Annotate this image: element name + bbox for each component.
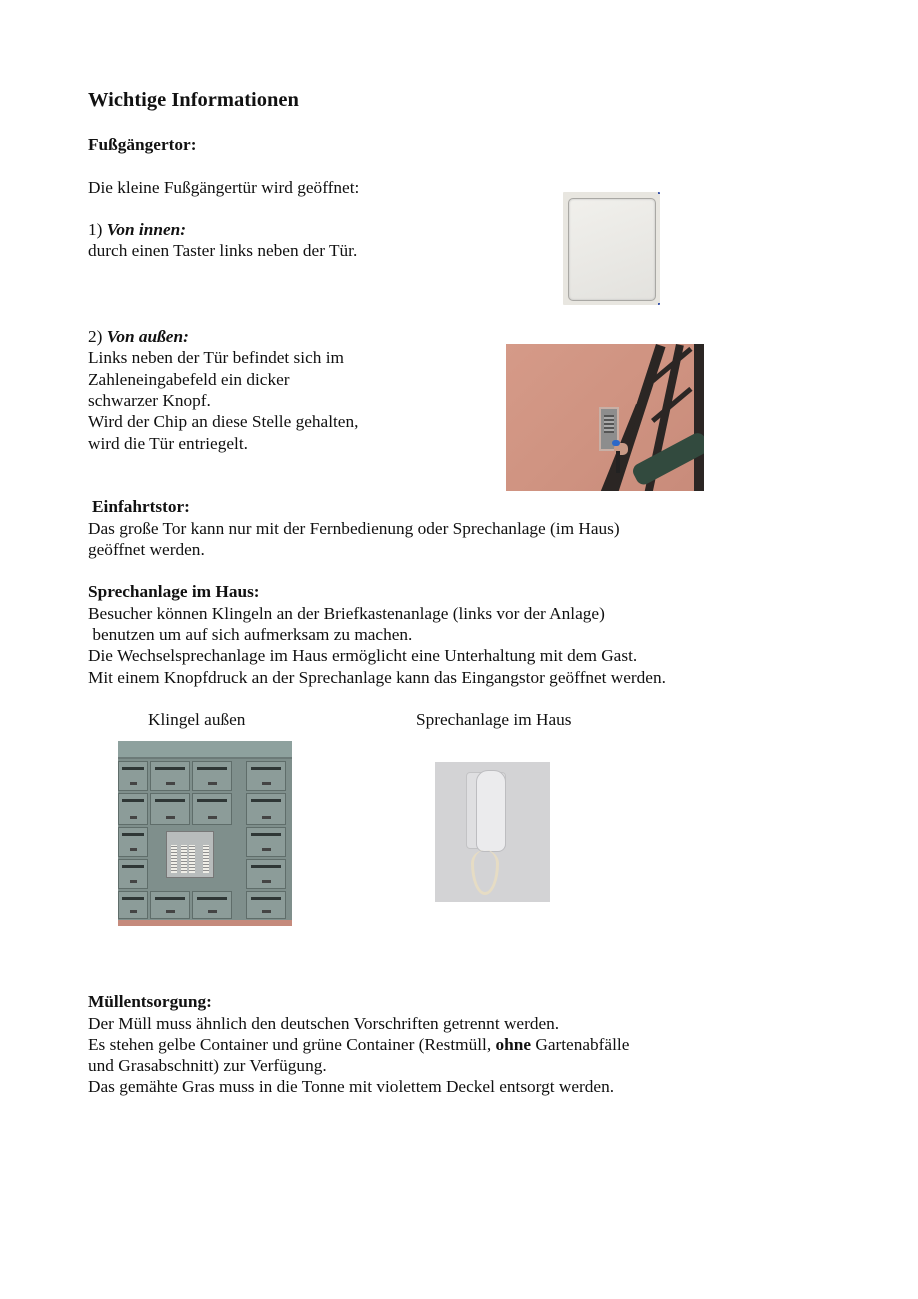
inside-line xyxy=(88,219,186,241)
intercom-handset-photo xyxy=(435,762,550,902)
intercom-text: Die Wechselsprechanlage im Haus ermöglicht eine Unterhaltung mit dem Gast. xyxy=(88,646,638,665)
switch-plate xyxy=(568,198,656,301)
waste-text: und Grasabschnitt) zur Verfügung. xyxy=(88,1056,327,1075)
pedestrian-gate-intro: Die kleine Fußgängertür wird geöffnet: xyxy=(88,178,360,197)
outside-line xyxy=(88,326,189,348)
driveway-gate-text: Das große Tor kann nur mit der Fernbedienung oder Sprechanlage (im Haus) xyxy=(88,519,620,538)
intercom-text: Besucher können Klingeln an der Briefkastenanlage (links vor der Anlage) xyxy=(88,604,605,623)
caption-intercom-inside: Sprechanlage im Haus xyxy=(416,710,572,729)
outside-label: Von außen: xyxy=(106,327,189,346)
outside-text-line: schwarzer Knopf. xyxy=(88,391,211,410)
section-heading-intercom: Sprechanlage im Haus: xyxy=(88,582,260,601)
waste-text: Der Müll muss ähnlich den deutschen Vorschriften getrennt werden. xyxy=(88,1014,560,1033)
caption-bell-outside: Klingel außen xyxy=(148,710,246,729)
mailbox-photo xyxy=(118,741,292,926)
waste-text-part: Gartenabfälle xyxy=(531,1035,630,1054)
section-heading-driveway-gate: Einfahrtstor: xyxy=(92,497,190,516)
bell-panel xyxy=(166,831,214,878)
wall-switch-photo xyxy=(563,192,660,305)
waste-text-part: Es stehen gelbe Container und grüne Container (Restmüll, xyxy=(88,1035,496,1054)
waste-text xyxy=(88,1034,629,1056)
intercom-text: Mit einem Knopfdruck an der Sprechanlage kann das Eingangstor geöffnet werden. xyxy=(88,668,666,687)
outside-text-line: Links neben der Tür befindet sich im xyxy=(88,348,344,367)
inside-number: 1) xyxy=(88,220,103,239)
inside-text: durch einen Taster links neben der Tür. xyxy=(88,241,358,260)
driveway-gate-text: geöffnet werden. xyxy=(88,540,205,559)
section-heading-pedestrian-gate: Fußgängertor: xyxy=(88,135,197,154)
outside-text-line: Zahleneingabefeld ein dicker xyxy=(88,370,290,389)
page-title: Wichtige Informationen xyxy=(88,89,299,111)
intercom-text: benutzen um auf sich aufmerksam zu machen. xyxy=(88,625,413,644)
waste-emphasis: ohne xyxy=(495,1035,532,1054)
keypad-photo xyxy=(506,344,704,491)
outside-text-line: Wird der Chip an diese Stelle gehalten, xyxy=(88,412,359,431)
outside-text-line: wird die Tür entriegelt. xyxy=(88,434,248,453)
inside-label: Von innen: xyxy=(106,220,186,239)
chip-icon xyxy=(612,440,620,446)
waste-text: Das gemähte Gras muss in die Tonne mit violettem Deckel entsorgt werden. xyxy=(88,1077,615,1096)
outside-number: 2) xyxy=(88,327,103,346)
section-heading-waste: Müllentsorgung: xyxy=(88,992,212,1011)
